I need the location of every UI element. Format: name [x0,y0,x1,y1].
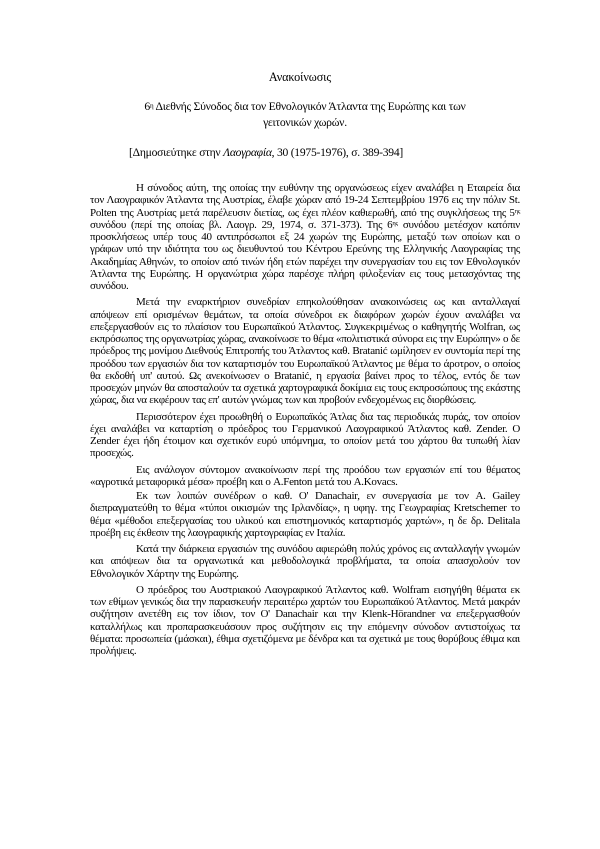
paragraph-2: Μετά την εναρκτήριον συνεδρίαν επηκολούθησαν ανακοινώσεις ως και ανταλλαγαί απόψεων επί ορισμένων θεμάτων, τα οποία σύνεδροι εκ διαφόρων χωρών έχουν αναλάβει να επεξεργασθούν εις το πλαίσιον του Ευρωπαϊκού Άτλαντος. Συγκεκριμένως ο καθηγητής Wolfran, ως εκπρόσωπος της οργανωτρίας χώρας, ανακοίνωσε το θέμα «πολιτιστικά σύνορα εις την Ευρώπην» ο δε πρόεδρος της μονίμου Διεθνούς Επιτροπής του Άτλαντος καθ. Bratanić ωμίλησεν εν συντομία περί της προόδου των εργασιών δια τον καταρτισμόν του Ευρωπαϊκού Άτλαντος με θέμα το άροτρον, ο οποίος θα εκδοθή υπ' αυτού. Ως ανεκοίνωσεν ο Bratanić, η εργασία βαίνει προς το τέλος, εντός δε των προσεχών μηνών θα αποσταλούν τα σχετικά χαρτογραφικά δοκίμια εις τους εκπροσώπους της εκάστης χώρας, δια να εκφέρουν τας επ' αυτών γνώμας των και προβούν ενδεχομένως εις διορθώσεις. [90,296,520,407]
document-subtitle [120,99,490,131]
source-journal-name: Λαογραφία [223,146,272,159]
subtitle-number: 6 [144,100,150,113]
paragraph-1-part-c: συνόδου μετέσχον κατόπιν προσκλήσεως υπέρ τους 40 αντιπρόσωποι εξ 24 χωρών της Ευρώπης, μεταξύ των οποίων και ο γράφων υπό την ιδιότητα του ως διευθυντού του Κέντρου Ερεύνης της Ελληνικής Λαογραφίας της Ακαδημίας Αθηνών, το οποίον από τινών ήδη ετών παρέχει την συνεργασίαν του εις τον Εθνολογικόν Άτλαντα της Ευρώπης. Η οργανώτρια χώρα παρέσχε πλήρη φιλοξενίαν εις τους μετασχόντας της συνόδου. [90,218,520,292]
ordinal-superscript-2: ης [392,219,398,227]
paragraph-5: Εκ των λοιπών συνέδρων ο καθ. O' Danachair, εν συνεργασία με τον A. Gailey διεπραγματεύθη το θέμα «τύποι οικισμών της Ιρλανδίας», η υφηγ. της Γεωγραφίας Kretschemer το θέμα «μέθοδοι επεξεργασίας του υλικού και επιστημονικός καταρτισμός χαρτών», η δε δρ. Delitala προέβη εις έκθεσιν της λαογραφικής χαρτογραφίας εν Ιταλία. [90,490,520,539]
source-prefix: [Δημοσιεύτηκε στην [129,146,224,159]
paragraph-1-part-a: Η σύνοδος αύτη, της οποίας την ευθύνην της οργανώσεως είχεν αναλάβει η Εταιρεία δια τον Λαογραφικόν Άτλαντα της Αυστρίας, έλαβε χώραν από 19-24 Σεπτεμβρίου 1976 εις την πόλιν St. Polten της Αυστρίας μετά παρέλευσιν διετίας, ως έχει πλέον καθιερωθή, από της συγκλήσεως της 5 [90,182,520,219]
paragraph-1-part-b: συνόδου (περί της οποίας βλ. Λαογρ. 29, 1974, σ. 371-373). Της 6 [90,218,393,231]
publication-source [129,146,509,159]
paragraph-6: Κατά την διάρκεια εργασιών της συνόδου αφιερώθη πολύς χρόνος εις ανταλλαγήν γνωμών και απόψεων δια τα οργανωτικά και μεθοδολογικά προβλήματα, τα οποία απασχολούν τον Εθνολογικόν Χάρτην της Ευρώπης. [90,543,520,580]
source-details: , 30 (1975-1976), σ. 389-394] [271,146,403,159]
ordinal-superscript-1: ης [514,207,520,215]
article-body [90,182,520,661]
subtitle-ordinal-superscript: η [150,102,154,110]
paragraph-7: Ο πρόεδρος του Αυστριακού Λαογραφικού Άτλαντος καθ. Wolfram εισηγήθη θέματα εκ των εθίμων γενικώς δια την παρασκευήν περαιτέρω χαρτών του Ευρωπαϊκού Άτλαντος. Μετά μακράν συζήτησιν ανετέθη εις τον ίδιον, τον O' Danachair και την Klenk-Hörandner να επεξεργασθούν καταλλήλως και προπαρασκευάσουν προς συζήτησιν εις την επόμενην σύνοδον αντιστοίχως τα θέματα: προσωπεία (μάσκαι), έθιμα σχετιζόμενα με δένδρα και τα σχετικά με τους θορύβους έθιμα και προλήψεις. [90,583,520,657]
paragraph-3: Περισσότερον έχει προωθηθή ο Ευρωπαϊκός Άτλας δια τας περιοδικάς πυράς, τον οποίον έχει αναλάβει να καταρτίση ο πρόεδρος του Γερμανικού Λαογραφικού Άτλαντος καθ. Zender. Ο Zender έχει ήδη έτοιμον και σχετικόν ευρύ υπόμνημα, το οποίον μετά του χάρτου θα τυπωθή λίαν προσεχώς. [90,410,520,460]
page-title: Ανακοίνωσις [268,70,332,84]
paragraph-4: Εις ανάλογον σύντομον ανακοίνωσιν περί της προόδου των εργασιών επί του θέματος «αγροτικά μεταφορικά μέσα» προέβη και ο A.Fenton μετά του A.Kovacs. [90,463,520,488]
subtitle-text: Διεθνής Σύνοδος δια τον Εθνολογικόν Άτλαντα της Ευρώπης και των γειτονικών χωρών. [153,100,466,129]
paragraph-1 [90,182,520,292]
